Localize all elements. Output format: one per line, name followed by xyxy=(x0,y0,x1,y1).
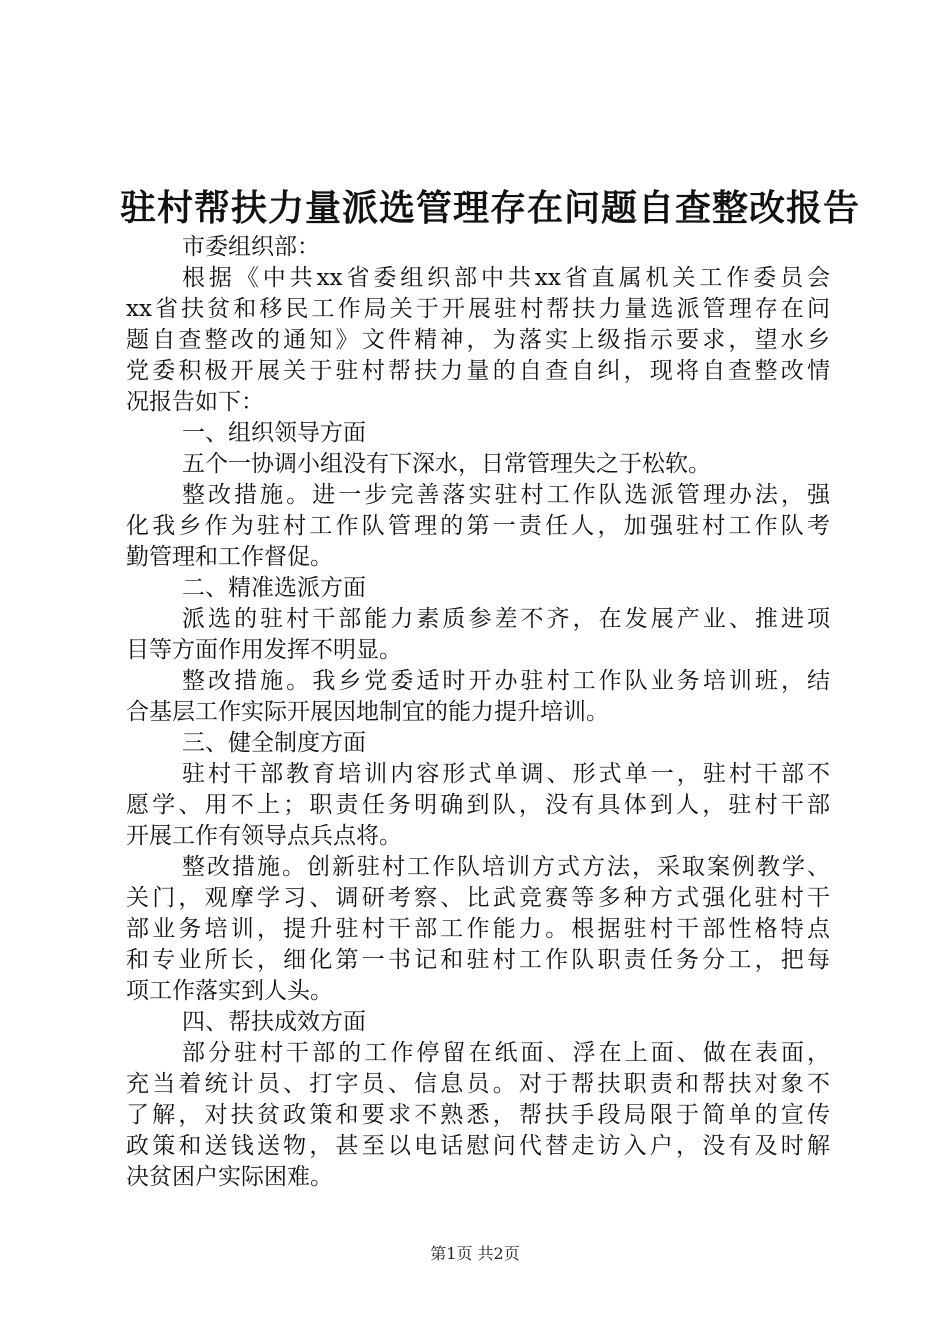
text-line: 决贫困户实际困难。 xyxy=(126,1164,333,1190)
document-title: 驻村帮扶力量派选管理存在问题自查整改报告 xyxy=(120,187,861,229)
text-line: 整改措施。我乡党委适时开办驻村工作队业务培训班，结 xyxy=(182,668,830,694)
text-line: 整改措施。进一步完善落实驻村工作队选派管理办法，强 xyxy=(182,482,830,508)
text-line: xx省扶贫和移民工作局关于开展驻村帮扶力量选派管理存在问 xyxy=(126,296,830,322)
text-line: 驻村干部教育培训内容形式单调、形式单一，驻村干部不 xyxy=(182,761,830,787)
text-line: 政策和送钱送物，甚至以电话慰问代替走访入户，没有及时解 xyxy=(126,1133,830,1159)
text-line: 目等方面作用发挥不明显。 xyxy=(126,637,402,663)
text-line: 愿学、用不上；职责任务明确到队，没有具体到人，驻村干部 xyxy=(126,792,830,818)
text-line: 开展工作有领导点兵点将。 xyxy=(126,823,402,849)
text-line: 一、组织领导方面 xyxy=(182,420,366,446)
text-line: 勤管理和工作督促。 xyxy=(126,544,333,570)
text-line: 关门，观摩学习、调研考察、比武竞赛等多种方式强化驻村干 xyxy=(126,885,830,911)
text-line: 整改措施。创新驻村工作队培训方式方法，采取案例教学、 xyxy=(182,854,830,880)
text-line: 项工作落实到人头。 xyxy=(126,978,333,1004)
text-line: 部分驻村干部的工作停留在纸面、浮在上面、做在表面， xyxy=(182,1040,830,1066)
text-line: 部业务培训，提升驻村干部工作能力。根据驻村干部性格特点 xyxy=(126,916,830,942)
text-line: 市委组织部： xyxy=(182,234,320,260)
text-line: 四、帮扶成效方面 xyxy=(182,1009,366,1035)
text-line: 和专业所长，细化第一书记和驻村工作队职责任务分工，把每 xyxy=(126,947,830,973)
text-line: 派选的驻村干部能力素质参差不齐，在发展产业、推进项 xyxy=(182,606,830,632)
text-line: 党委积极开展关于驻村帮扶力量的自查自纠，现将自查整改情 xyxy=(126,358,830,384)
text-line: 化我乡作为驻村工作队管理的第一责任人，加强驻村工作队考 xyxy=(126,513,830,539)
text-line: 况报告如下： xyxy=(126,389,264,415)
document-body xyxy=(126,232,830,1193)
text-line: 了解，对扶贫政策和要求不熟悉，帮扶手段局限于简单的宣传 xyxy=(126,1102,830,1128)
text-line: 题自查整改的通知》文件精神，为落实上级指示要求，望水乡 xyxy=(126,327,830,353)
text-line: 五个一协调小组没有下深水，日常管理失之于松软。 xyxy=(182,451,711,477)
text-line: 三、健全制度方面 xyxy=(182,730,366,756)
text-line: 根据《中共xx省委组织部中共xx省直属机关工作委员会 xyxy=(182,265,830,291)
text-line: 充当着统计员、打字员、信息员。对于帮扶职责和帮扶对象不 xyxy=(126,1071,830,1097)
text-line: 二、精准选派方面 xyxy=(182,575,366,601)
text-line: 合基层工作实际开展因地制宜的能力提升培训。 xyxy=(126,699,609,725)
page-footer: 第1页 共2页 xyxy=(430,1244,520,1263)
